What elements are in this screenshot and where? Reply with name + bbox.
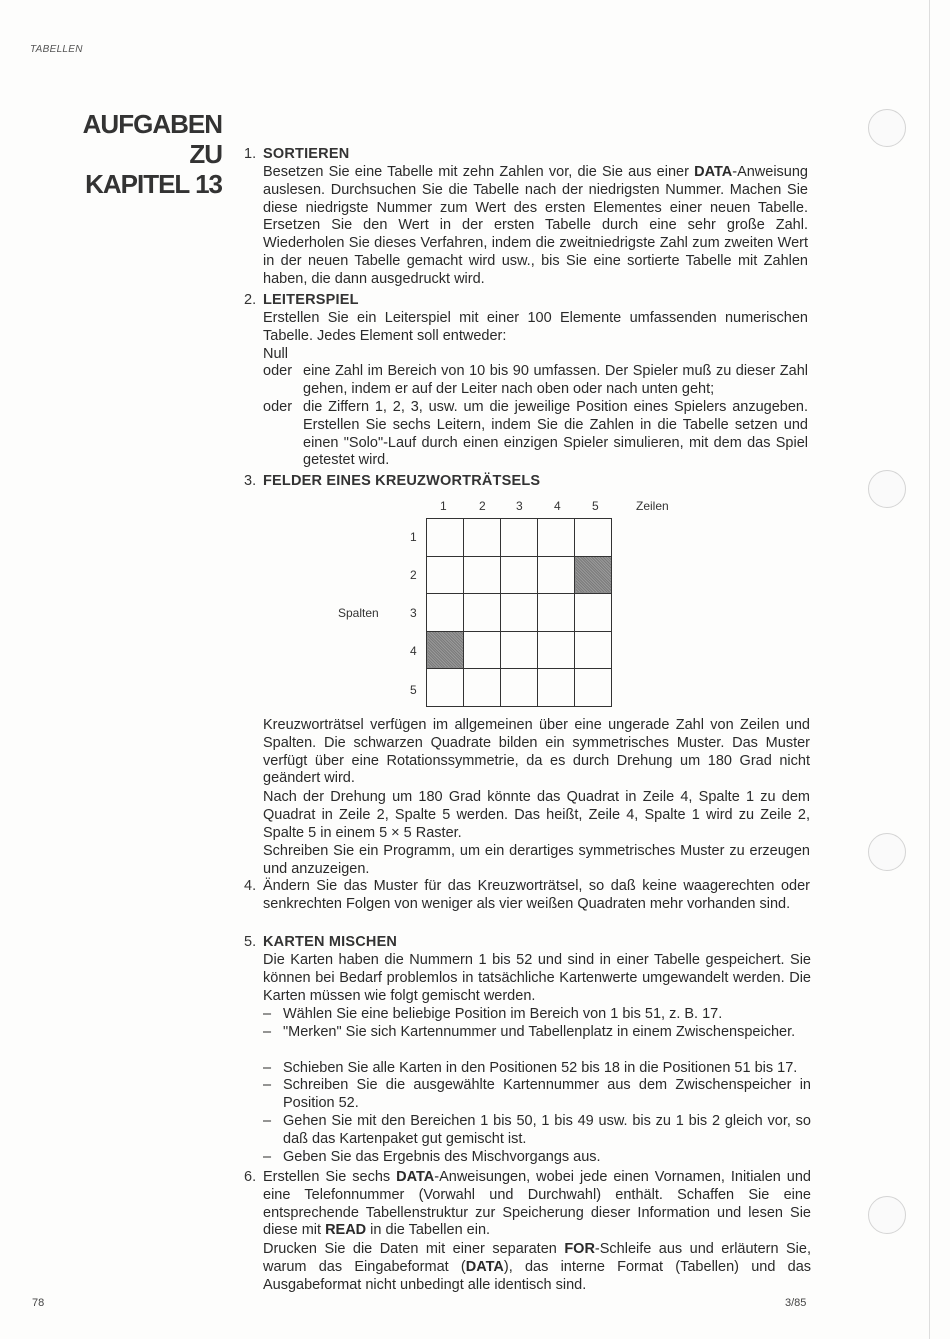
running-head: TABELLEN — [30, 44, 83, 55]
task-text: Ändern Sie das Muster für das Kreuzworträtsel, so daß keine waagerechten oder senkrechten Folgen von weniger als vier weißen Quadraten mehr vorhanden sind. — [263, 878, 810, 912]
task-number: 5. — [244, 934, 257, 950]
chapter-title-line2: KAPITEL 13 — [85, 169, 222, 199]
white-square — [501, 519, 538, 557]
white-square — [501, 669, 538, 707]
columns-axis-label: Zeilen — [636, 499, 669, 513]
row-number: 4 — [410, 644, 417, 658]
white-square — [427, 519, 464, 557]
task-number: 2. — [244, 292, 257, 308]
column-number: 5 — [592, 499, 599, 513]
white-square — [427, 669, 464, 707]
page-number: 78 — [32, 1297, 45, 1309]
task-number: 6. — [244, 1169, 257, 1185]
white-square — [575, 519, 612, 557]
task-title: KARTEN MISCHEN — [263, 934, 398, 950]
option-null: Null — [263, 346, 288, 362]
task-text: Erstellen Sie ein Leiterspiel mit einer 100 Elemente umfassenden numerischen Tabelle. Jedes Element soll entweder: — [263, 310, 808, 344]
row-number: 1 — [410, 530, 417, 544]
white-square — [427, 594, 464, 632]
white-square — [427, 556, 464, 594]
task-number: 1. — [244, 146, 257, 162]
task-text: Drucken Sie die Daten mit einer separaten FOR-Schleife aus und erläutern Sie, warum das Eingabeformat (DATA), das interne Format (Tabellen) und das Ausgabeformat nicht unbedingt alle identisch sind. — [263, 1241, 812, 1293]
white-square — [538, 669, 575, 707]
row-number: 5 — [410, 683, 417, 697]
white-square — [575, 669, 612, 707]
column-number: 1 — [440, 499, 447, 513]
column-number: 2 — [479, 499, 486, 513]
white-square — [464, 631, 501, 669]
punch-hole — [868, 470, 906, 508]
white-square — [464, 594, 501, 632]
white-square — [575, 631, 612, 669]
task-text: Erstellen Sie sechs DATA-Anweisungen, wobei jede einen Vornamen, Initialen und eine Telefonnummer (Vorwahl und Durchwahl) enthält. Schaffen Sie eine entsprechende Tabellenstruktur zur Speicherung dieser Information und lesen Sie diese mit READ in die Tabellen ein. — [263, 1169, 811, 1239]
task-title: FELDER EINES KREUZWORTRÄTSELS — [263, 473, 541, 489]
grid-row — [427, 556, 612, 594]
black-square — [427, 631, 464, 669]
task-number: 3. — [244, 473, 257, 489]
chapter-title — [60, 109, 222, 199]
binder-edge — [929, 0, 930, 1339]
grid-row — [427, 669, 612, 707]
task-text: Besetzen Sie eine Tabelle mit zehn Zahlen vor, die Sie aus einer DATA-Anweisung auslesen. Durchsuchen Sie die Tabelle nach der niedrigsten Nummer. Machen Sie diese niedrigste Nummer zum Wert des ersten Elementes einer neuen Tabelle. Ersetzen Sie den Wert in der ersten Tabelle durch eine sehr große Zahl. Wiederholen Sie dieses Verfahren, indem die zweitniedrigste Zahl zum zweiten Wert in der neuen Tabelle gemacht wird usw., bis Sie eine sortierte Tabelle mit Zahlen haben, die dann ausgedruckt wird. — [263, 164, 808, 287]
task-number: 4. — [244, 878, 257, 894]
issue-label: 3/85 — [785, 1297, 807, 1309]
white-square — [464, 556, 501, 594]
black-square — [575, 556, 612, 594]
grid-row — [427, 594, 612, 632]
chapter-title-line1: AUFGABEN ZU — [82, 109, 222, 169]
crossword-grid — [426, 518, 612, 707]
punch-hole — [868, 1196, 906, 1234]
grid-row — [427, 519, 612, 557]
option-text: eine Zahl im Bereich von 10 bis 90 umfassen. Der Spieler muß zu dieser Zahl gehen, indem er auf der Leiter nach oben oder nach unten geht; — [303, 363, 808, 397]
column-number: 4 — [554, 499, 561, 513]
task-text: Schreiben Sie ein Programm, um ein derartiges symmetrisches Muster zu erzeugen und anzuzeigen. — [263, 843, 810, 877]
option-text: die Ziffern 1, 2, 3, usw. um die jeweilige Position eines Spielers anzugeben. Erstellen Sie sechs Leitern, indem Sie die Zahlen in die Tabelle setzen und einen "Solo"-Lauf durch einen einzigen Spieler simulieren, mit dem das Spiel getestet wird. — [303, 399, 808, 469]
task-title: SORTIEREN — [263, 146, 350, 162]
white-square — [501, 631, 538, 669]
white-square — [538, 519, 575, 557]
white-square — [501, 594, 538, 632]
task-text: Nach der Drehung um 180 Grad könnte das Quadrat in Zeile 4, Spalte 1 zu dem Quadrat in Zeile 2, Spalte 5 werden. Das heißt, Zeile 4, Spalte 1 wird zu Zeile 2, Spalte 5 in einem 5 × 5 Raster. — [263, 789, 810, 841]
task-title: LEITERSPIEL — [263, 292, 359, 308]
task-text: Die Karten haben die Nummern 1 bis 52 und sind in einer Tabelle gespeichert. Sie können bei Bedarf problemlos in tatsächliche Kartenwerte umgewandelt werden. Die Karten müssen wie folgt gemischt werden. — [263, 952, 811, 1004]
rows-axis-label: Spalten — [338, 606, 379, 620]
punch-hole — [868, 109, 906, 147]
task-text: Kreuzworträtsel verfügen im allgemeinen über eine ungerade Zahl von Zeilen und Spalten. Die schwarzen Quadrate bilden ein symmetrisches Muster. Das Muster verfügt über eine Rotationssymmetrie, da es durch Drehung um 180 Grad nicht geändert wird. — [263, 717, 810, 787]
punch-hole — [868, 833, 906, 871]
row-number: 3 — [410, 606, 417, 620]
grid-row — [427, 631, 612, 669]
column-number: 3 — [516, 499, 523, 513]
row-number: 2 — [410, 568, 417, 582]
white-square — [538, 594, 575, 632]
white-square — [538, 556, 575, 594]
white-square — [464, 519, 501, 557]
white-square — [501, 556, 538, 594]
oder-label: oder — [263, 399, 293, 415]
white-square — [464, 669, 501, 707]
oder-label: oder — [263, 363, 293, 379]
white-square — [538, 631, 575, 669]
white-square — [575, 594, 612, 632]
